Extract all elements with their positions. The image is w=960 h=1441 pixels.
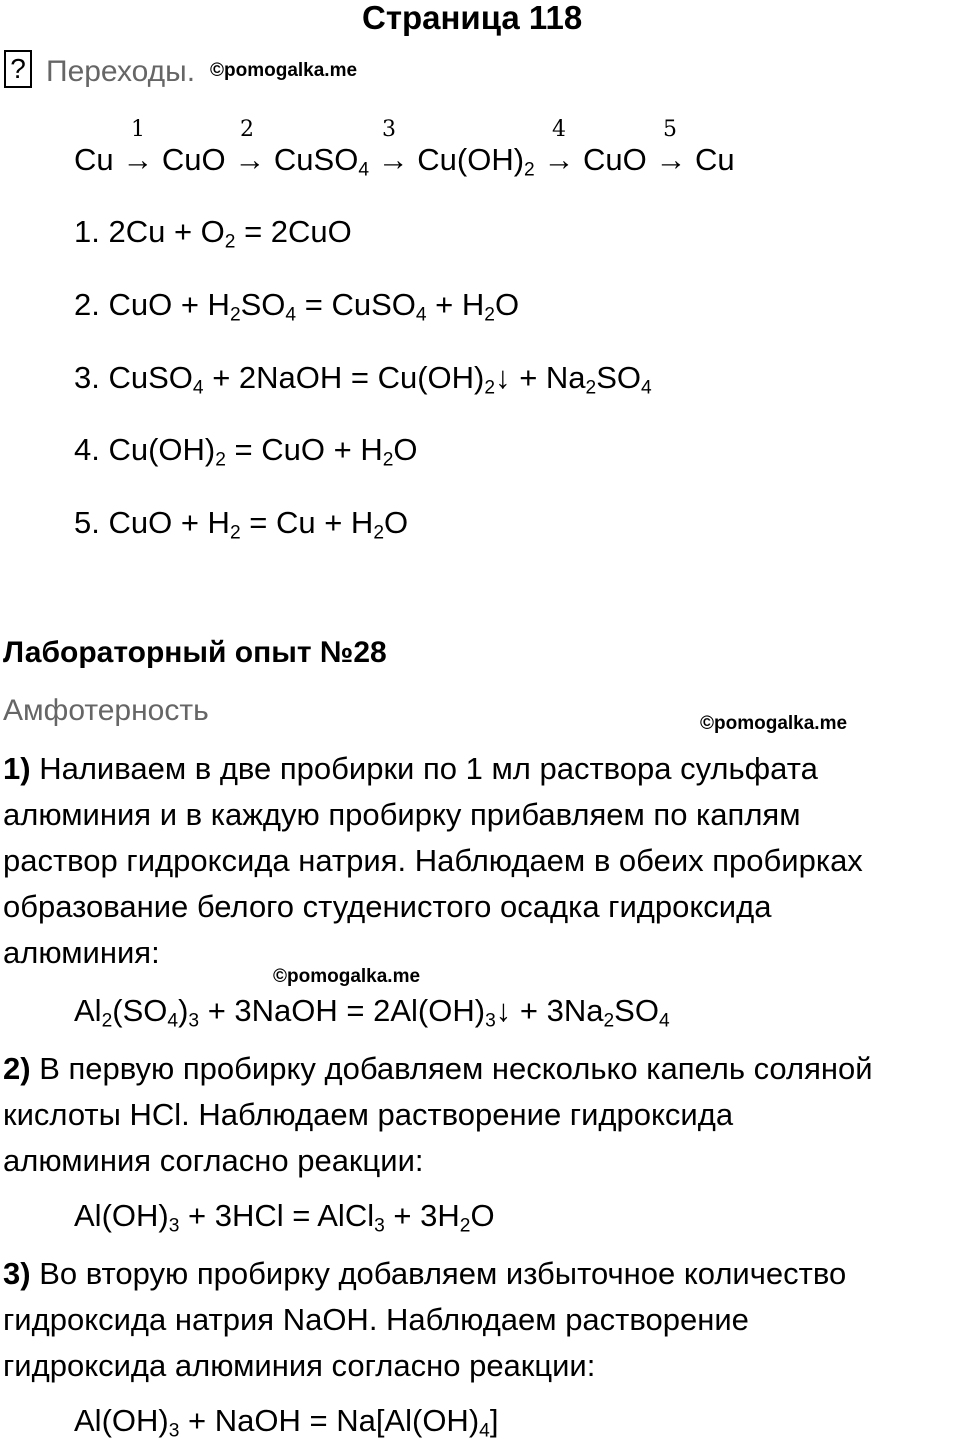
arrow-icon: →: [655, 142, 687, 177]
watermark: ©pomogalka.me: [700, 713, 848, 734]
text-line: 1) Наливаем в две пробирки по 1 мл раствора сульфата: [3, 751, 818, 786]
arrow-icon: →: [122, 142, 154, 177]
step-1-equation: $Al_2(SO_4)_3$ + 3NaOH = $2Al(OH)_3↓ + 3Na_2SO_4$: [74, 993, 670, 1032]
step-number: 1): [3, 751, 31, 786]
text-line: алюминия согласно реакции:: [3, 1143, 424, 1178]
chain-item: CuO: [582, 142, 647, 177]
watermark: ©pomogalka.me: [210, 60, 358, 81]
text-line: образование белого студенистого осадка гидроксида: [3, 889, 772, 924]
chain-item: Cu: [74, 142, 114, 177]
text-line: гидроксида натрия NaOH. Наблюдаем растворение: [3, 1302, 749, 1337]
task-header: [4, 50, 32, 88]
arrow-icon: →: [543, 142, 575, 177]
chain-step-number: 2: [240, 117, 254, 142]
reaction-2: 2. CuO + $H_2SO_4$ = CuSO$_4$ + $H_2O$: [74, 287, 520, 326]
text-line: алюминия:: [3, 935, 160, 970]
step-1-text: [3, 746, 863, 976]
chain-step-number: 3: [382, 117, 396, 142]
chain-step-number: 5: [663, 117, 677, 142]
step-2-text: [3, 1046, 873, 1184]
reaction-4: 4. $Cu(OH)_2$ = CuO + $H_2O$: [74, 432, 418, 471]
chain-item: Cu: [694, 142, 735, 177]
text-line: 2) В первую пробирку добавляем несколько капель соляной: [3, 1051, 873, 1086]
text-line: гидроксида алюминия согласно реакции:: [3, 1348, 596, 1383]
reaction-1: 1. $2Cu + O_2 = 2CuO$: [74, 214, 352, 253]
lab-heading: Лабораторный опыт №28: [3, 636, 387, 669]
chain-step-number: 1: [131, 117, 145, 142]
step-number: 3): [3, 1256, 31, 1291]
text-line: кислоты HCl. Наблюдаем растворение гидроксида: [3, 1097, 734, 1132]
text-line: раствор гидроксида натрия. Наблюдаем в обеих пробирках: [3, 843, 863, 878]
watermark: ©pomogalka.me: [273, 966, 421, 987]
chain-item: CuO: [161, 142, 226, 177]
page-title: Страница 118: [362, 0, 583, 36]
arrow-icon: →: [234, 142, 266, 177]
step-3-equation: $Al(OH)_3$ + NaOH = $Na[Al(OH)_4]$: [74, 1403, 499, 1441]
step-2-equation: $Al(OH)_3 + 3HCl$ = AlCl$_3$ + $3H_2O$: [74, 1198, 495, 1237]
question-mark-icon: ?: [4, 50, 32, 88]
transformation-chain: [74, 142, 735, 181]
lab-subheading: Амфотерность: [3, 694, 209, 727]
chain-step-number: 4: [552, 117, 566, 142]
step-number: 2): [3, 1051, 31, 1086]
text-line: 3) Во вторую пробирку добавляем избыточное количество: [3, 1256, 847, 1291]
reaction-5: 5. CuO + $H_2 = Cu + H_2O$: [74, 505, 409, 544]
arrow-icon: →: [377, 142, 409, 177]
chain-item: $Cu(OH)_2$: [417, 142, 535, 181]
text-line: алюминия и в каждую пробирку прибавляем по каплям: [3, 797, 801, 832]
task-heading: Переходы.: [46, 55, 196, 88]
reaction-3: 3. CuSO$_4$ + 2NaOH = $Cu(OH)_2↓ + Na_2SO_4$: [74, 360, 652, 399]
chain-item: CuSO$_4$: [273, 142, 369, 181]
step-3-text: [3, 1251, 846, 1389]
